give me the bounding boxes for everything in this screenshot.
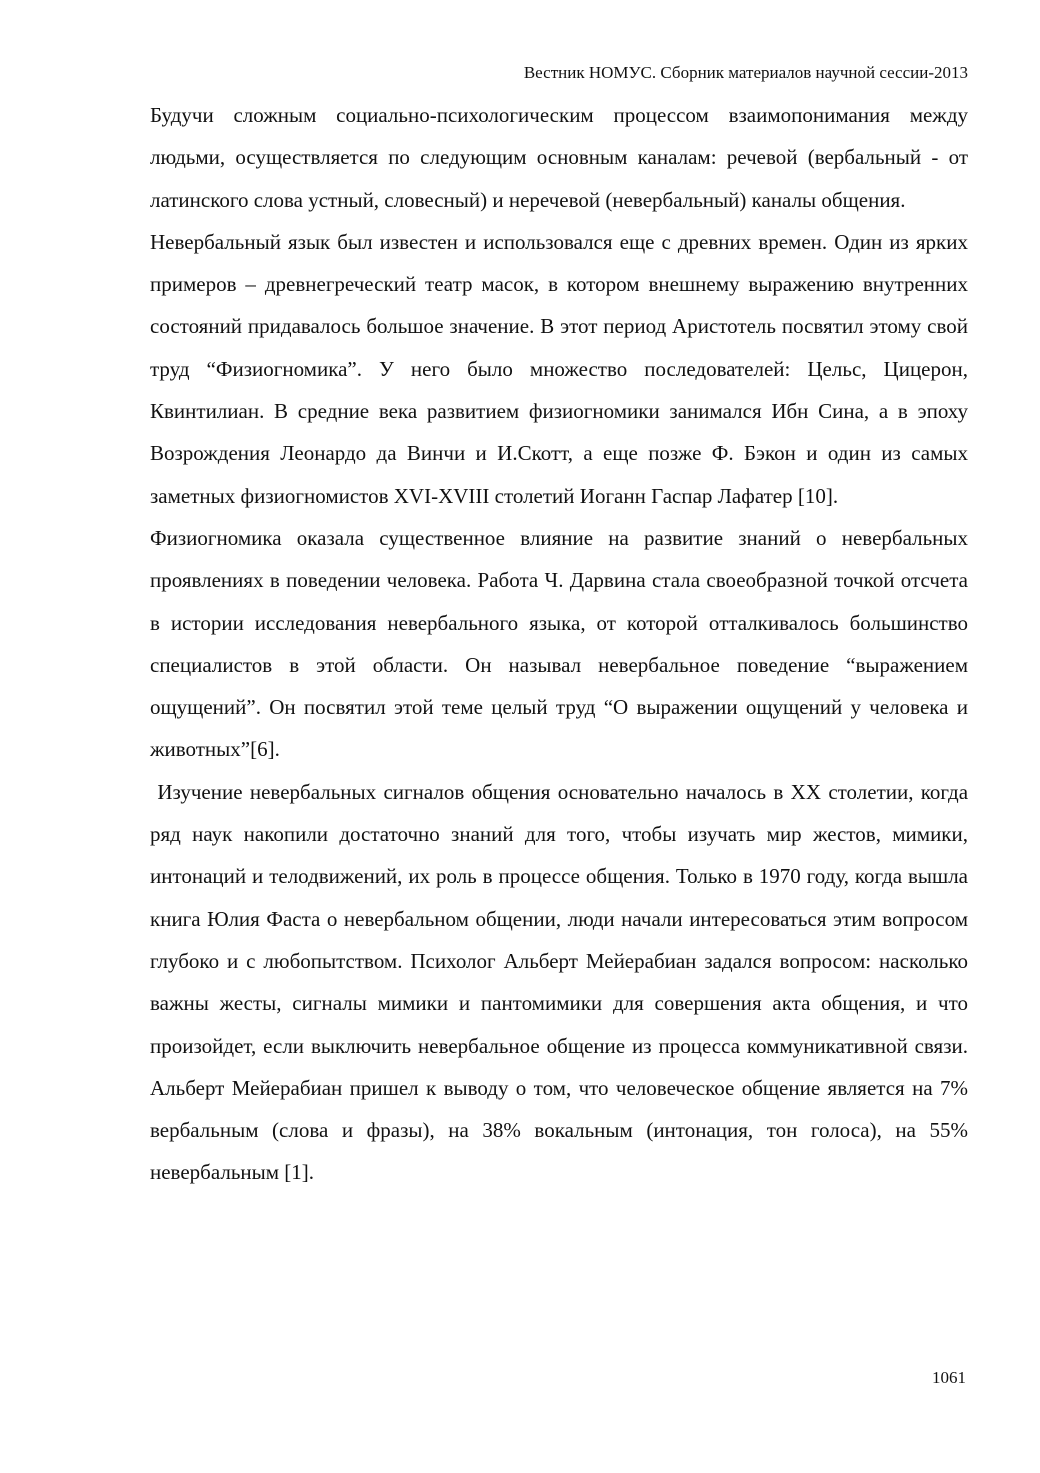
paragraph-physiognomy-darwin: Физиогномика оказала существенное влияние на развитие знаний о невербальных проявлениях в поведении человека. Работа Ч. Дарвина стала своеобразной точкой отсчета в истории исследования невербального языка, от которой отталкивалось большинство специалистов в этой области. Он называл невербальное поведение “выражением ощущений”. Он посвятил этой теме целый труд “О выражении ощущений у человека и животных”[6]. <box>150 525 968 762</box>
paragraph-communication-channels: Будучи сложным социально-психологическим процессом взаимопонимания между людьми, осуществляется по следующим основным каналам: речевой (вербальный - от латинского слова устный, словесный) и неречевой (невербальный) каналы общения. <box>150 103 968 212</box>
running-header: Вестник НОМУС. Сборник материалов научной сессии-2013 <box>523 63 968 82</box>
paragraph-mehrabian: Изучение невербальных сигналов общения основательно началось в XX столетии, когда ряд наук накопили достаточно знаний для того, чтобы изучать мир жестов, мимики, интонаций и телодвижений, их роль в процессе общения. Только в 1970 году, когда вышла книга Юлия Фаста о невербальном общении, люди начали интересоваться этим вопросом глубоко и с любопытством. Психолог Альберт Мейерабиан задался вопросом: насколько важны жесты, сигналы мимики и пантомимики для совершения акта общения, и что произойдет, если выключить невербальное общение из процесса коммуникативной связи. Альберт Мейерабиан пришел к выводу о том, что человеческое общение является на 7% вербальным (слова и фразы), на 38% вокальным (интонация, тон голоса), на 55% невербальным [1]. <box>150 779 969 1185</box>
paragraph-history-nonverbal: Невербальный язык был известен и использовался еще с древних времен. Один из ярких примеров – древнегреческий театр масок, в котором внешнему выражению внутренних состояний придавалось большое значение. В этот период Аристотель посвятил этому свой труд “Физиогномика”. У него было множество последователей: Цельс, Цицерон, Квинтилиан. В средние века развитием физиогномики занимался Ибн Сина, а в эпоху Возрождения Леонардо да Винчи и И.Скотт, а еще позже Ф. Бэкон и один из самых заметных физиогномистов XVI-XVIII столетий Иоганн Гаспар Лафатер [10]. <box>150 229 968 508</box>
body-text <box>150 94 968 1194</box>
page-number: 1061 <box>932 1368 966 1387</box>
